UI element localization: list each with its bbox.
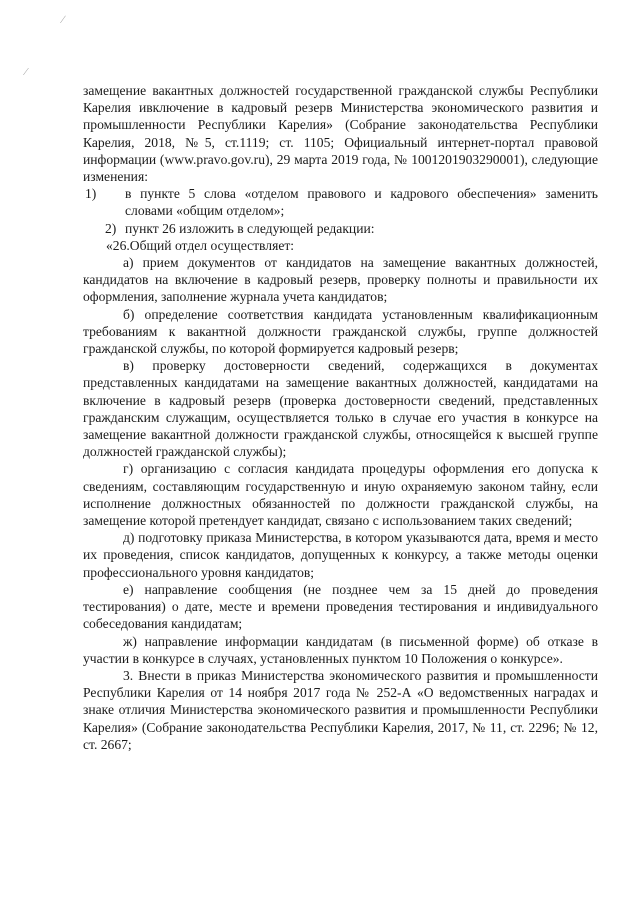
margin-mark: ∕ [62, 14, 64, 26]
document-page [83, 82, 598, 753]
section-heading-26: «26.Общий отдел осуществляет: [106, 237, 295, 253]
paragraph-intro: замещение вакантных должностей государственной гражданской службы Республики Карелия ивключение в кадровый резерв Министерства экономического развития и промышленности Республики Карелия» (Собрание законодательства Республики Карелия, 2018, №5, ст.1119; ст. 1105; Официальный интернет-портал правовой информации (www.pravo.gov.ru), 29 марта 2019 года, № 1001201903290001), следующие изменения: [83, 83, 598, 185]
paragraph-g: г) организацию с согласия кандидата процедуры оформления его допуска к сведениям, составляющим государственную и иную охраняемую законом тайну, если исполнение должностных обязанностей по должности гражданской службы, на замещение которой претендует кандидат, связано с использованием таких сведений; [83, 461, 598, 529]
paragraph-b: б) определение соответствия кандидата установленным квалификационным требованиям к вакантной должности гражданской службы, группе должностей гражданской службы, по которой формируется кадровый резерв; [83, 306, 598, 357]
paragraph-d: д) подготовку приказа Министерства, в котором указываются дата, время и место их проведения, список кандидатов, допущенных к конкурсу, а также методы оценки профессионального уровня кандидатов; [83, 530, 598, 580]
list-item-text: пункт 26 изложить в следующей редакции: [125, 220, 375, 236]
paragraph-v: в) проверку достоверности сведений, содержащихся в документах представленных кандидатами на замещение вакантных должностей, кандидатами на включение в кадровый резерв (проверка достоверности сведений, представленных гражданским служащим, осуществляется только в случае его участия в конкурсе на замещение вакантной должности гражданской службы, относящейся к высшей группе должностей гражданской службы); [83, 358, 598, 460]
paragraph-zh: ж) направление информации кандидатам (в письменной форме) об отказе в участии в конкурсе в случаях, установленных пунктом 10 Положения о конкурсе». [83, 633, 598, 666]
paragraph-e: е) направление сообщения (не позднее чем за 15 дней до проведения тестирования) о дате, месте и времени проведения тестирования и индивидуального собеседования кандидатам; [83, 581, 598, 632]
paragraph-3: 3. Внести в приказ Министерства экономического развития и промышленности Республики Карелия от 14 ноября 2017 года № 252-А «О ведомственных наградах и знаке отличия Министерства экономического развития и промышленности Республики Карелия» (Собрание законодательства Республики Карелия, 2017, № 11, ст. 2296; № 12, ст. 2667; [83, 667, 598, 752]
list-item-text: в пункте 5 слова «отделом правового и кадрового обеспечения» заменить словами «общим отделом»; [125, 186, 598, 219]
list-number: 1) [85, 186, 97, 202]
paragraph-a: а) прием документов от кандидатов на замещение вакантных должностей, кандидатов на включение в кадровый резерв, проверку полноты и правильности их оформления, заполнение журнала учета кандидатов; [83, 255, 598, 305]
margin-mark: ⁄ [25, 66, 27, 78]
list-item-1 [85, 185, 598, 219]
list-item-2 [105, 220, 598, 237]
list-number: 2) [105, 220, 117, 236]
